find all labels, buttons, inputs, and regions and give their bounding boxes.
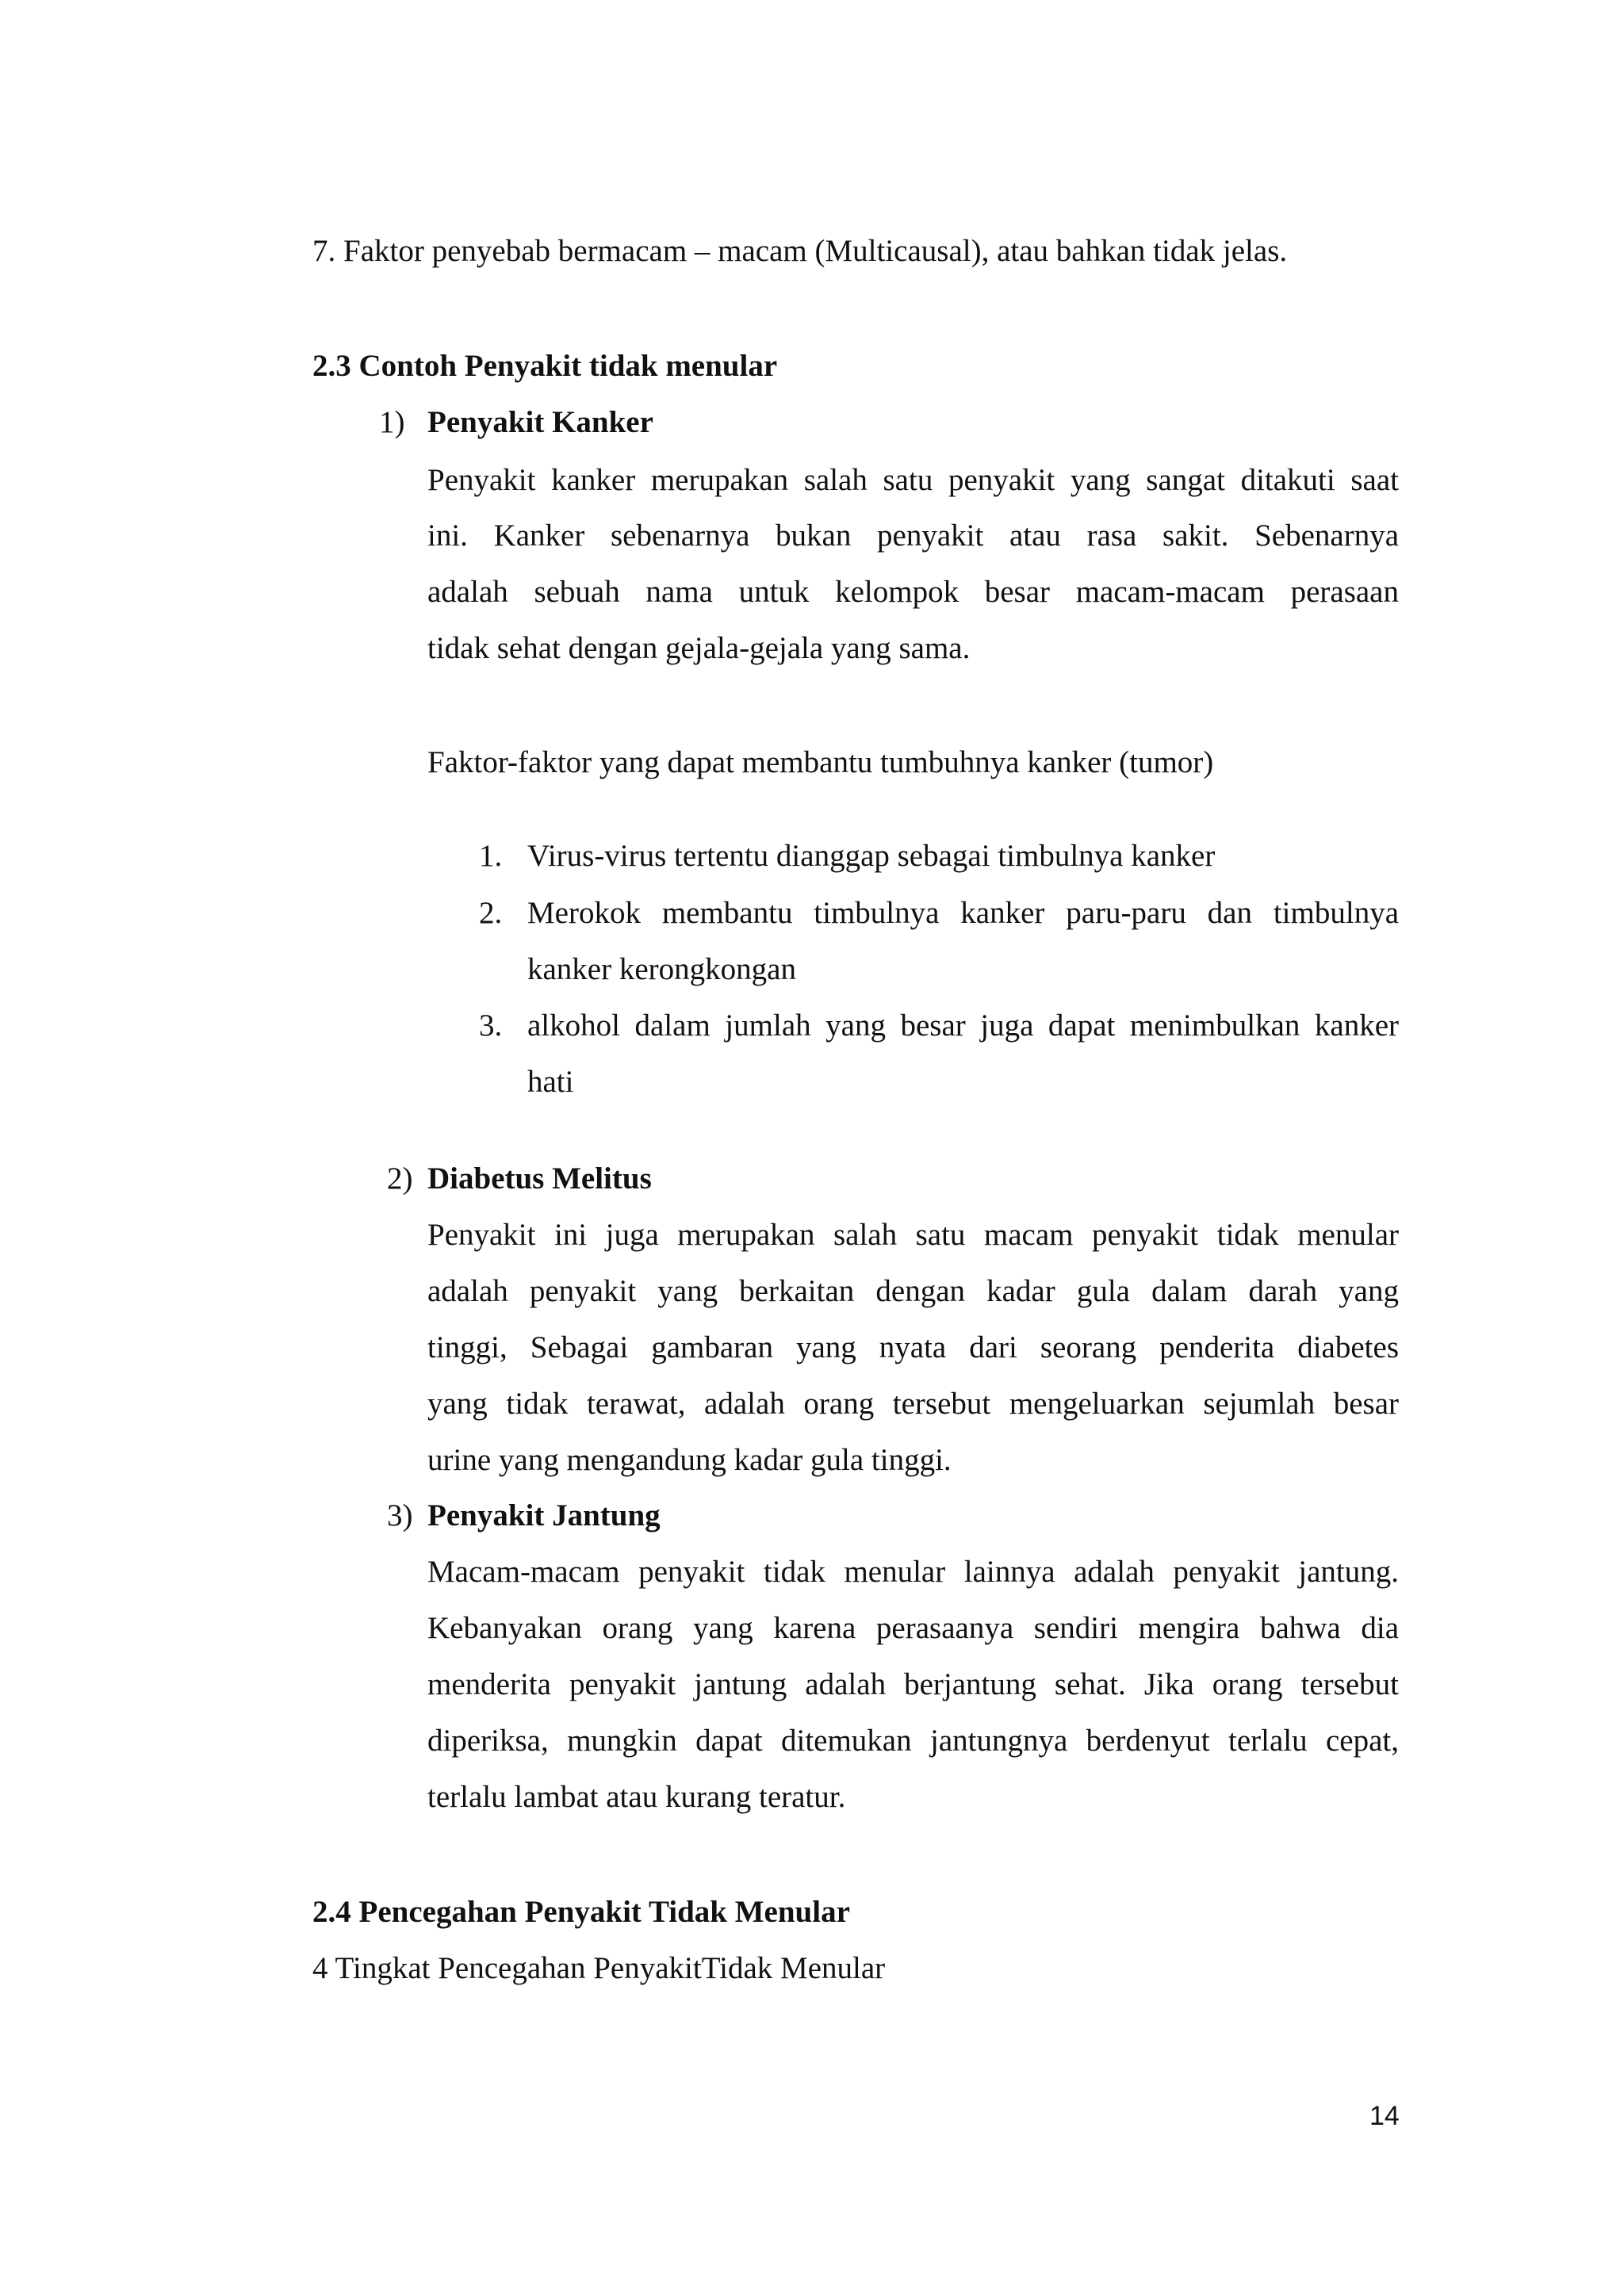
factor-item: Merokok membantu timbulnya kanker paru-paru dan timbulnya — [527, 896, 1399, 930]
paragraph-line: urine yang mengandung kadar gula tinggi. — [427, 1443, 952, 1477]
section-heading-2-4: 2.4 Pencegahan Penyakit Tidak Menular — [312, 1895, 850, 1929]
factor-item-continuation: hati — [527, 1065, 574, 1099]
factor-item-continuation: kanker kerongkongan — [527, 952, 796, 986]
page-number: 14 — [1369, 2101, 1400, 2131]
paragraph-line: Kebanyakan orang yang karena perasaanya sendiri mengira bahwa dia — [427, 1611, 1399, 1645]
paragraph-line: diperiksa, mungkin dapat ditemukan jantungnya berdenyut terlalu cepat, — [427, 1724, 1399, 1758]
factor-item: alkohol dalam jumlah yang besar juga dapat menimbulkan kanker — [527, 1008, 1399, 1043]
paragraph-line: tinggi, Sebagai gambaran yang nyata dari seorang penderita diabetes — [427, 1330, 1399, 1364]
factor-number: 2. — [479, 896, 503, 930]
paragraph-line: terlalu lambat atau kurang teratur. — [427, 1780, 846, 1814]
paragraph-line: Penyakit ini juga merupakan salah satu macam penyakit tidak menular — [427, 1218, 1399, 1252]
section-subline: 4 Tingkat Pencegahan PenyakitTidak Menular — [312, 1951, 886, 1985]
paragraph-line: Macam-macam penyakit tidak menular lainnya adalah penyakit jantung. — [427, 1555, 1399, 1589]
list-number-diabetes: 2) — [387, 1161, 413, 1196]
paragraph-line: adalah penyakit yang berkaitan dengan kadar gula dalam darah yang — [427, 1274, 1399, 1308]
factors-intro: Faktor-faktor yang dapat membantu tumbuhnya kanker (tumor) — [427, 745, 1214, 779]
paragraph-line: menderita penyakit jantung adalah berjantung sehat. Jika orang tersebut — [427, 1667, 1399, 1701]
intro-line: 7. Faktor penyebab bermacam – macam (Multicausal), atau bahkan tidak jelas. — [312, 234, 1288, 268]
subheading-diabetes: Diabetus Melitus — [427, 1161, 652, 1196]
section-heading-2-3: 2.3 Contoh Penyakit tidak menular — [312, 349, 778, 383]
paragraph-line: Penyakit kanker merupakan salah satu penyakit yang sangat ditakuti saat — [427, 463, 1399, 497]
list-number-kanker: 1) — [379, 405, 405, 439]
factor-item: Virus-virus tertentu dianggap sebagai timbulnya kanker — [527, 839, 1216, 873]
list-number-jantung: 3) — [387, 1498, 413, 1533]
factor-number: 1. — [479, 839, 503, 873]
factor-number: 3. — [479, 1008, 503, 1043]
paragraph-line: tidak sehat dengan gejala-gejala yang sama. — [427, 631, 971, 665]
paragraph-line: ini. Kanker sebenarnya bukan penyakit atau rasa sakit. Sebenarnya — [427, 519, 1399, 553]
subheading-jantung: Penyakit Jantung — [427, 1498, 661, 1533]
paragraph-line: adalah sebuah nama untuk kelompok besar macam-macam perasaan — [427, 575, 1399, 609]
paragraph-line: yang tidak terawat, adalah orang tersebut mengeluarkan sejumlah besar — [427, 1387, 1399, 1421]
subheading-kanker: Penyakit Kanker — [427, 405, 653, 439]
